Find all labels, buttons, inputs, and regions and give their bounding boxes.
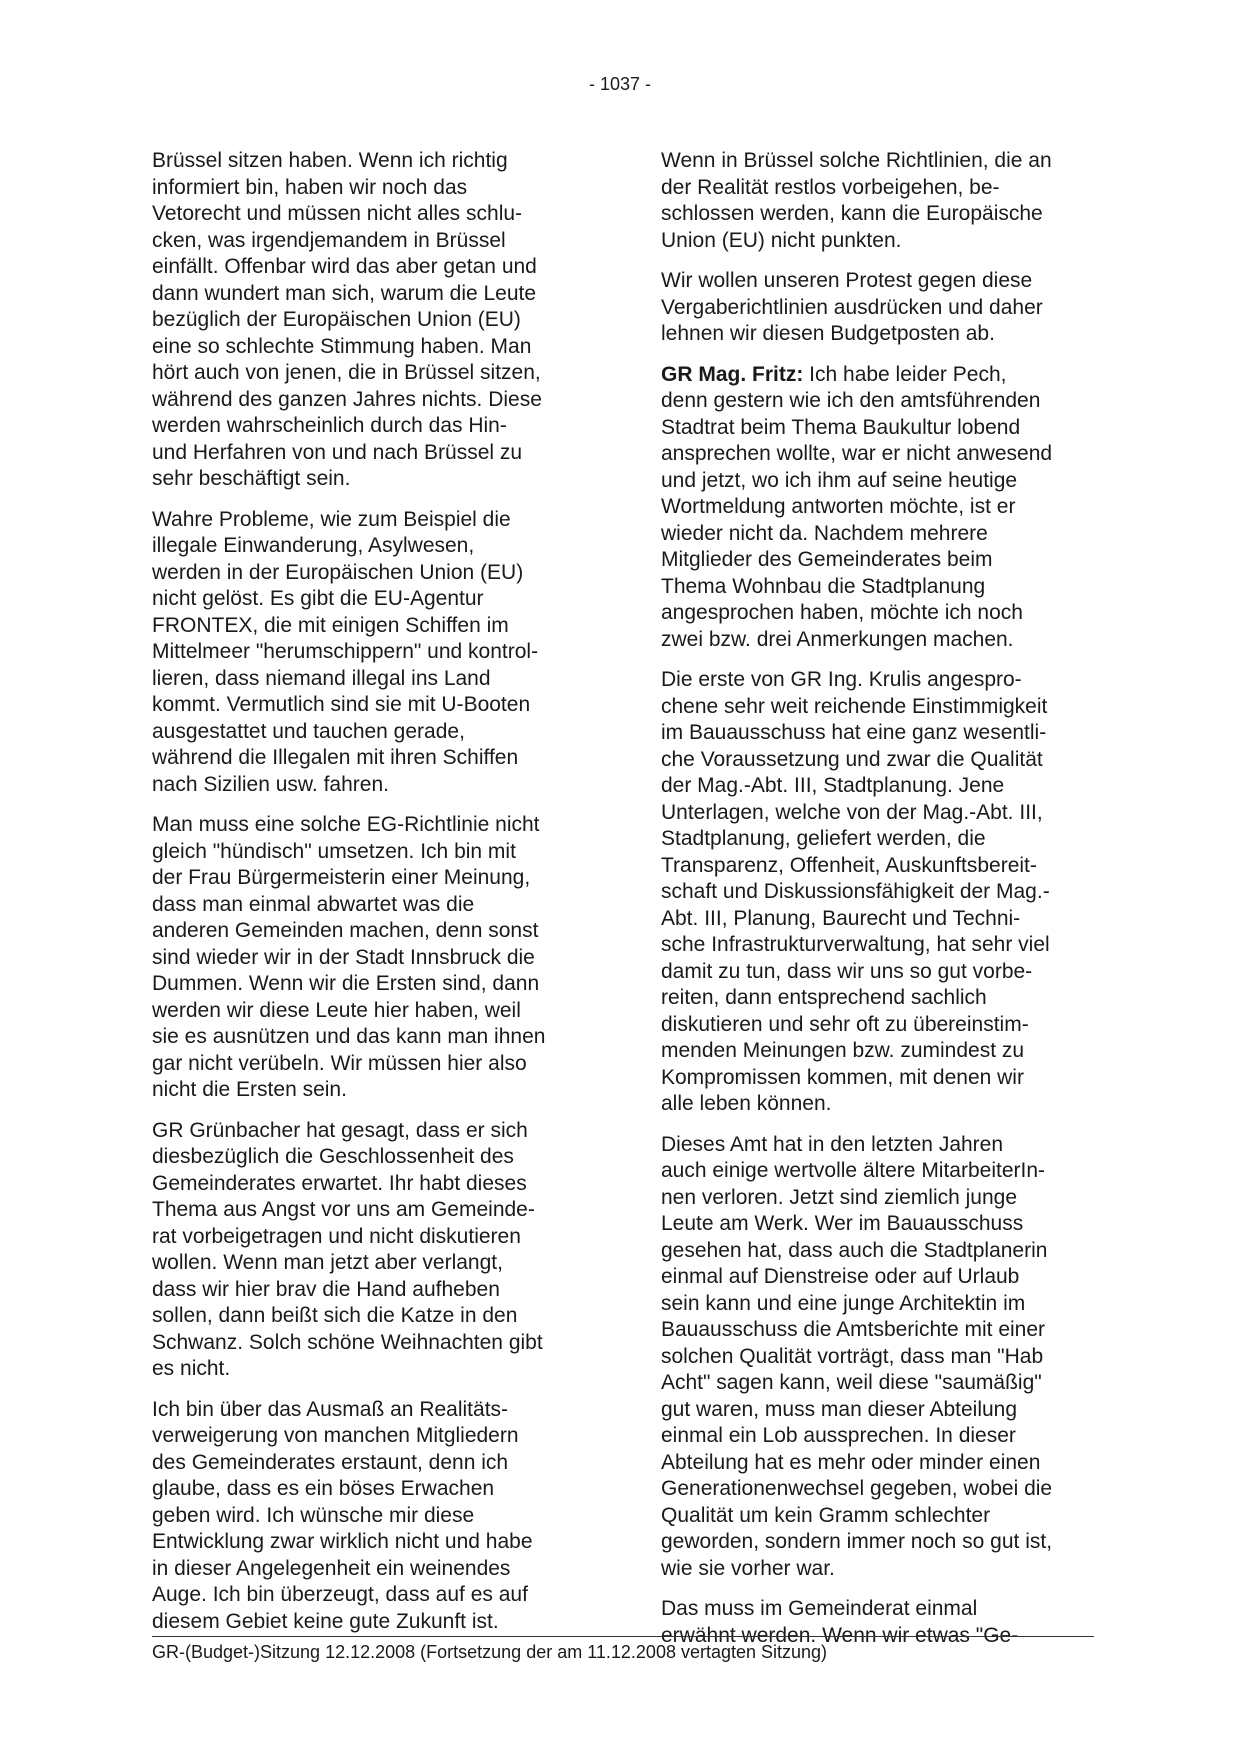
page-number: - 1037 - [588,74,652,94]
speaker-name: GR Mag. Fritz: [661,362,804,386]
paragraph: Ich bin über das Ausmaß an Realitäts- verweigerung von manchen Mitgliedern des Gemeinderates erstaunt, denn ich glaube, dass es ein böses Erwachen geben wird. Ich wünsche mir diese Entwicklung zwar wirklich nicht und habe in dieser Angelegenheit ein weinendes Auge. Ich bin überzeugt, dass auf es auf diesem Gebiet keine gute Zukunft ist. [152,1397,533,1633]
speech-paragraph [661,362,1101,654]
paragraph: Dieses Amt hat in den letzten Jahren auch einige wertvolle ältere MitarbeiterIn- nen verloren. Jetzt sind ziemlich junge Leute am Werk. Wer im Bauausschuss gesehen hat, dass auch die Stadtplanerin einmal auf Dienstreise oder auf Urlaub sein kann und eine junge Architektin im Bauausschuss die Amtsberichte mit einer solchen Qualität vorträgt, dass man "Hab Acht" sagen kann, weil diese "saumäßig" gut waren, muss man dieser Abteilung einmal ein Lob aussprechen. In dieser Abteilung hat es mehr oder minder einen Generationenwechsel gegeben, wobei die Qualität um kein Gramm schlechter geworden, sondern immer noch so gut ist, wie sie vorher war. [661,1132,1053,1580]
paragraph: Wahre Probleme, wie zum Beispiel die illegale Einwanderung, Asylwesen, werden in der Europäischen Union (EU) nicht gelöst. Es gibt die EU-Agentur FRONTEX, die mit einigen Schiffen im Mittelmeer "herumschippern" und kontrol- lieren, dass niemand illegal ins Land kommt. Vermutlich sind sie mit U-Booten ausgestattet und tauchen gerade, während die Illegalen mit ihren Schiffen nach Sizilien usw. fahren. [152,507,539,796]
paragraph: Brüssel sitzen haben. Wenn ich richtig informiert bin, haben wir noch das Vetorecht und müssen nicht alles schlu- cken, was irgendjemandem in Brüssel einfällt. Offenbar wird das aber getan und dann wundert man sich, warum die Leute bezüglich der Europäischen Union (EU) eine so schlechte Stimmung haben. Man hört auch von jenen, die in Brüssel sitzen, während des ganzen Jahres nichts. Diese werden wahrscheinlich durch das Hin- und Herfahren von und nach Brüssel zu sehr beschäftigt sein. [152,149,542,490]
footer-text: GR-(Budget-)Sitzung 12.12.2008 (Fortsetzung der am 11.12.2008 vertagten Sitzung) [152,1642,828,1662]
paragraph: Wenn in Brüssel solche Richtlinien, die an der Realität restlos vorbeigehen, be- schlossen werden, kann die Europäische Union (EU) nicht punkten. [661,149,1052,252]
footer-divider [152,1636,1094,1637]
left-column [152,148,592,1649]
right-column [661,148,1101,1663]
paragraph: Wir wollen unseren Protest gegen diese Vergaberichtlinien ausdrücken und daher lehnen wir diesen Budgetposten ab. [661,269,1043,345]
paragraph: Man muss eine solche EG-Richtlinie nicht gleich "hündisch" umsetzen. Ich bin mit der Frau Bürgermeisterin einer Meinung, dass man einmal abwartet was die anderen Gemeinden machen, denn sonst sind wieder wir in der Stadt Innsbruck die Dummen. Wenn wir die Ersten sind, dann werden wir diese Leute hier haben, weil sie es ausnützen und das kann man ihnen gar nicht verübeln. Wir müssen hier also nicht die Ersten sein. [152,813,546,1101]
speech-text: Ich habe leider Pech, denn gestern wie ich den amtsführenden Stadtrat beim Thema Baukultur lobend ansprechen wollte, war er nicht anwesend und jetzt, wo ich ihm auf seine heutige Wortmeldung antworten möchte, ist er wieder nicht da. Nachdem mehrere Mitglieder des Gemeinderates beim Thema Wohnbau die Stadtplanung angesprochen haben, möchte ich noch zwei bzw. drei Anmerkungen machen. [661,362,1053,651]
paragraph: GR Grünbacher hat gesagt, dass er sich diesbezüglich die Geschlossenheit des Gemeinderates erwartet. Ihr habt dieses Thema aus Angst vor uns am Gemeinde- rat vorbeigetragen und nicht diskutieren wollen. Wenn man jetzt aber verlangt, dass wir hier brav die Hand aufheben sollen, dann beißt sich die Katze in den Schwanz. Solch schöne Weihnachten gibt es nicht. [152,1118,543,1380]
paragraph: Das muss im Gemeinderat einmal erwähnt werden. Wenn wir etwas "Ge- [661,1597,1019,1647]
paragraph: Die erste von GR Ing. Krulis angespro- chene sehr weit reichende Einstimmigkeit im Bauausschuss hat eine ganz wesentli- che Voraussetzung und zwar die Qualität der Mag.-Abt. III, Stadtplanung. Jene Unterlagen, welche von der Mag.-Abt. III, Stadtplanung, geliefert werden, die Transparenz, Offenheit, Auskunftsbereit- schaft und Diskussionsfähigkeit der Mag.- Abt. III, Planung, Baurecht und Techni- sche Infrastrukturverwaltung, hat sehr viel damit zu tun, dass wir uns so gut vorbe- reiten, dann entsprechend sachlich diskutieren und sehr oft zu übereinstim- menden Meinungen bzw. zumindest zu Kompromissen kommen, mit denen wir alle leben können. [661,668,1050,1115]
